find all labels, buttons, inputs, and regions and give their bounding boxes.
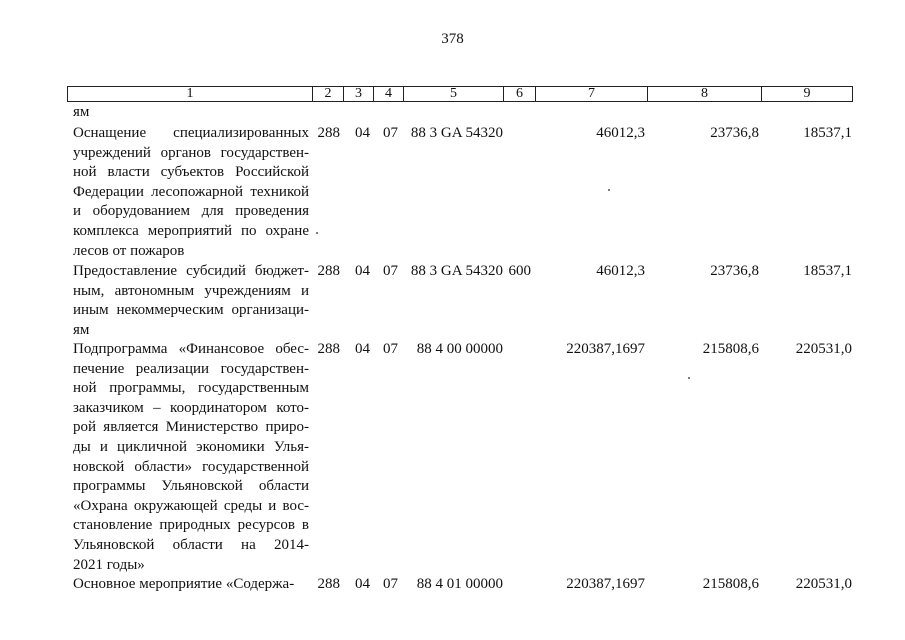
- description-line: Подпрограмма «Финансовое обес-: [73, 341, 309, 357]
- cell-c9: 220531,0: [795, 341, 852, 357]
- cell-c7: 220387,1697: [566, 576, 645, 592]
- scan-speck: [688, 377, 690, 379]
- description-line: заказчиком – координатором кото-: [73, 399, 309, 416]
- cell-c9: 18537,1: [803, 263, 852, 279]
- description-line: Ульяновской области на 2014-: [73, 536, 309, 553]
- cell-c3: 04: [355, 341, 370, 357]
- column-header: 7: [535, 87, 647, 101]
- column-header: 3: [343, 87, 373, 101]
- cell-c8: 23736,8: [710, 263, 759, 279]
- description-line: лесов от пожаров: [73, 242, 185, 259]
- cell-c4: 07: [383, 263, 398, 279]
- cell-c7: 220387,1697: [566, 341, 645, 357]
- description-line: программы Ульяновской области: [73, 478, 309, 495]
- column-header: 5: [403, 87, 503, 101]
- cell-c9: 18537,1: [803, 125, 852, 141]
- description-line: ной власти субъектов Российской: [73, 164, 309, 181]
- cell-c4: 07: [383, 125, 398, 141]
- description-line: 2021 годы»: [73, 556, 145, 573]
- cell-c6: 600: [508, 263, 531, 279]
- cell-c2: 288: [317, 125, 340, 141]
- column-header: 8: [647, 87, 761, 101]
- row-description: [73, 340, 309, 575]
- description-line: Предоставление субсидий бюджет-: [73, 263, 309, 279]
- description-line: иным некоммерческим организаци-: [73, 302, 309, 319]
- cell-c5: 88 3 GA 54320: [410, 263, 503, 279]
- cell-c7: 46012,3: [596, 263, 645, 279]
- description-line: печение реализации государствен-: [73, 360, 309, 377]
- column-header: 6: [503, 87, 535, 101]
- description-line: ды и цикличной экономики Улья-: [73, 438, 309, 455]
- description-line: Федерации лесопожарной техникой: [73, 183, 309, 200]
- column-header: 2: [312, 87, 343, 101]
- cell-c5: 88 3 GA 54320: [410, 125, 503, 141]
- cell-c2: 288: [317, 576, 340, 592]
- description-line: становление природных ресурсов в: [73, 517, 309, 534]
- cell-c5: 88 4 00 00000: [416, 341, 503, 357]
- cell-c7: 46012,3: [596, 125, 645, 141]
- description-line: и оборудованием для проведения: [73, 203, 309, 220]
- cell-c3: 04: [355, 263, 370, 279]
- page-number: 378: [441, 31, 464, 47]
- row-description: [73, 103, 309, 123]
- description-line: комплекса мероприятий по охране: [73, 222, 309, 239]
- cell-c9: 220531,0: [795, 576, 852, 592]
- scan-speck: [316, 232, 318, 234]
- description-line: «Охрана окружающей среды и вос-: [73, 497, 309, 514]
- description-line: ной программы, государственным: [73, 380, 309, 397]
- cell-c5: 88 4 01 00000: [416, 576, 503, 592]
- column-header: 1: [186, 86, 194, 101]
- row-description: [73, 124, 309, 261]
- description-line: ным, автономным учреждениям и: [73, 282, 309, 299]
- description-line: Оснащение специализированных: [73, 125, 309, 141]
- column-header: 9: [761, 87, 852, 101]
- description-line: учреждений органов государствен-: [73, 144, 309, 161]
- description-line: ям: [73, 104, 90, 120]
- row-description: [73, 575, 309, 595]
- description-line: новской области» государственной: [73, 458, 309, 475]
- cell-c4: 07: [383, 576, 398, 592]
- cell-c4: 07: [383, 341, 398, 357]
- cell-c2: 288: [317, 341, 340, 357]
- column-header: 4: [373, 87, 403, 101]
- description-line: ям: [73, 321, 90, 338]
- description-line: рой является Министерство приро-: [73, 419, 309, 436]
- cell-c8: 215808,6: [702, 576, 759, 592]
- cell-c8: 23736,8: [710, 125, 759, 141]
- scan-speck: [608, 189, 610, 191]
- description-line: Основное мероприятие «Содержа-: [73, 576, 295, 592]
- cell-c3: 04: [355, 125, 370, 141]
- cell-c8: 215808,6: [702, 341, 759, 357]
- cell-c3: 04: [355, 576, 370, 592]
- row-description: [73, 262, 309, 340]
- table-header: [67, 86, 853, 102]
- cell-c2: 288: [317, 263, 340, 279]
